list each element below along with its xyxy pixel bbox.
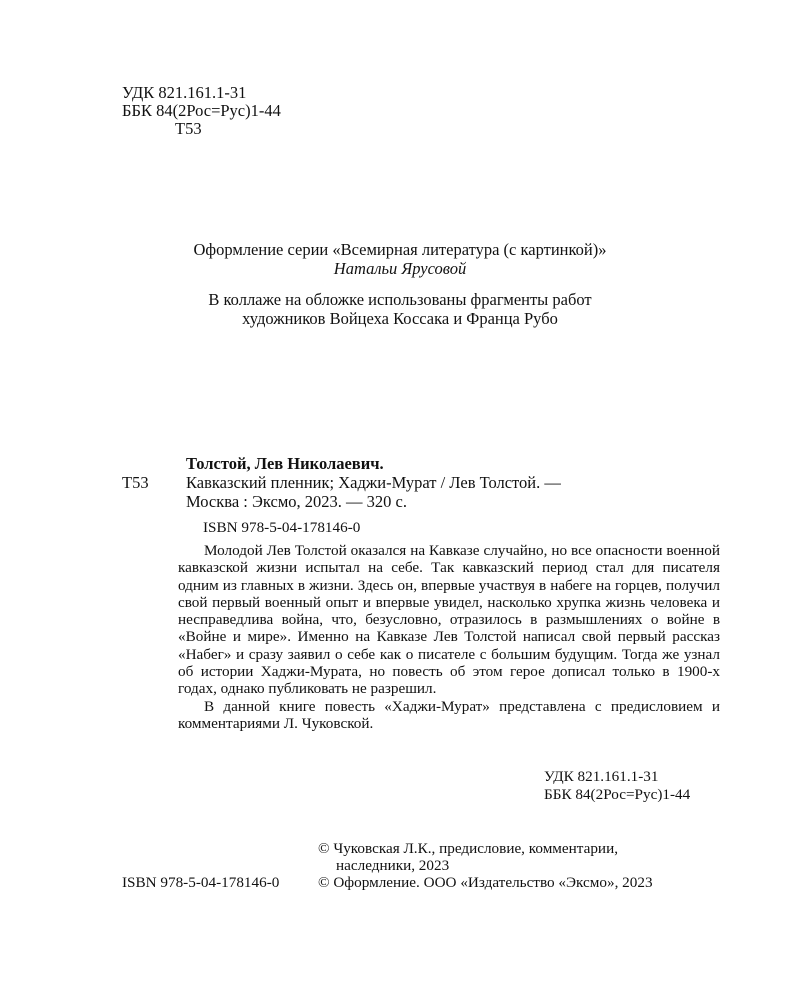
footer-isbn: ISBN 978-5-04-178146-0	[122, 874, 280, 891]
copyright-chukovskaya-line2: наследники, 2023	[336, 857, 450, 874]
catalog-author-mark: Т53	[122, 473, 149, 492]
designer-name: Натальи Ярусовой	[333, 259, 467, 278]
annotation-paragraph-1: Молодой Лев Толстой оказался на Кавказе случайно, но все опасности военной кавказской жизни испытал на себе. Так кавказский период стал для писателя одним из главных в жизни. Здесь он, впервые участвуя в набеге на горцев, получил свой первый военный опыт и впервые увидел, насколько хрупка жизнь человека и несправедлива война, что, безусловно, отразилось в размышлениях о войне в «Войне и мире». Именно на Кавказе Лев Толстой написал свой первый рассказ «Набег» и сразу заявил о себе как о писателе с большим будущим. Тогда же узнал об истории Хаджи-Мурата, но повесть об этом герое дописал только в 1900-х годах, однако публиковать не разрешил.	[178, 542, 720, 698]
record-udk: УДК 821.161.1-31	[544, 768, 659, 785]
copyright-chukovskaya-line1: © Чуковская Л.К., предисловие, комментарии,	[318, 840, 618, 857]
annotation-paragraph-2: В данной книге повесть «Хаджи-Мурат» представлена с предисловием и комментариями Л. Чуковской.	[178, 697, 720, 732]
catalog-title-line2: Москва : Эксмо, 2023. — 320 с.	[186, 492, 407, 511]
header-bbk: ББК 84(2Рос=Рус)1-44	[122, 101, 281, 120]
copyright-eksmo: © Оформление. ООО «Издательство «Эксмо», 2023	[318, 874, 653, 891]
cover-credit-line1: В коллаже на обложке использованы фрагменты работ	[208, 290, 592, 309]
catalog-author-heading: Толстой, Лев Николаевич.	[186, 454, 384, 473]
record-bbk: ББК 84(2Рос=Рус)1-44	[544, 786, 691, 803]
header-udk: УДК 821.161.1-31	[122, 83, 247, 102]
catalog-isbn: ISBN 978-5-04-178146-0	[203, 519, 361, 536]
design-credit-line: Оформление серии «Всемирная литература (с картинкой)»	[193, 240, 607, 259]
catalog-title-line1: Кавказский пленник; Хаджи-Мурат / Лев Толстой. —	[186, 473, 561, 492]
cover-credit-line2: художников Войцеха Коссака и Франца Рубо	[242, 309, 558, 328]
header-author-mark: Т53	[175, 119, 202, 138]
annotation	[178, 542, 720, 732]
